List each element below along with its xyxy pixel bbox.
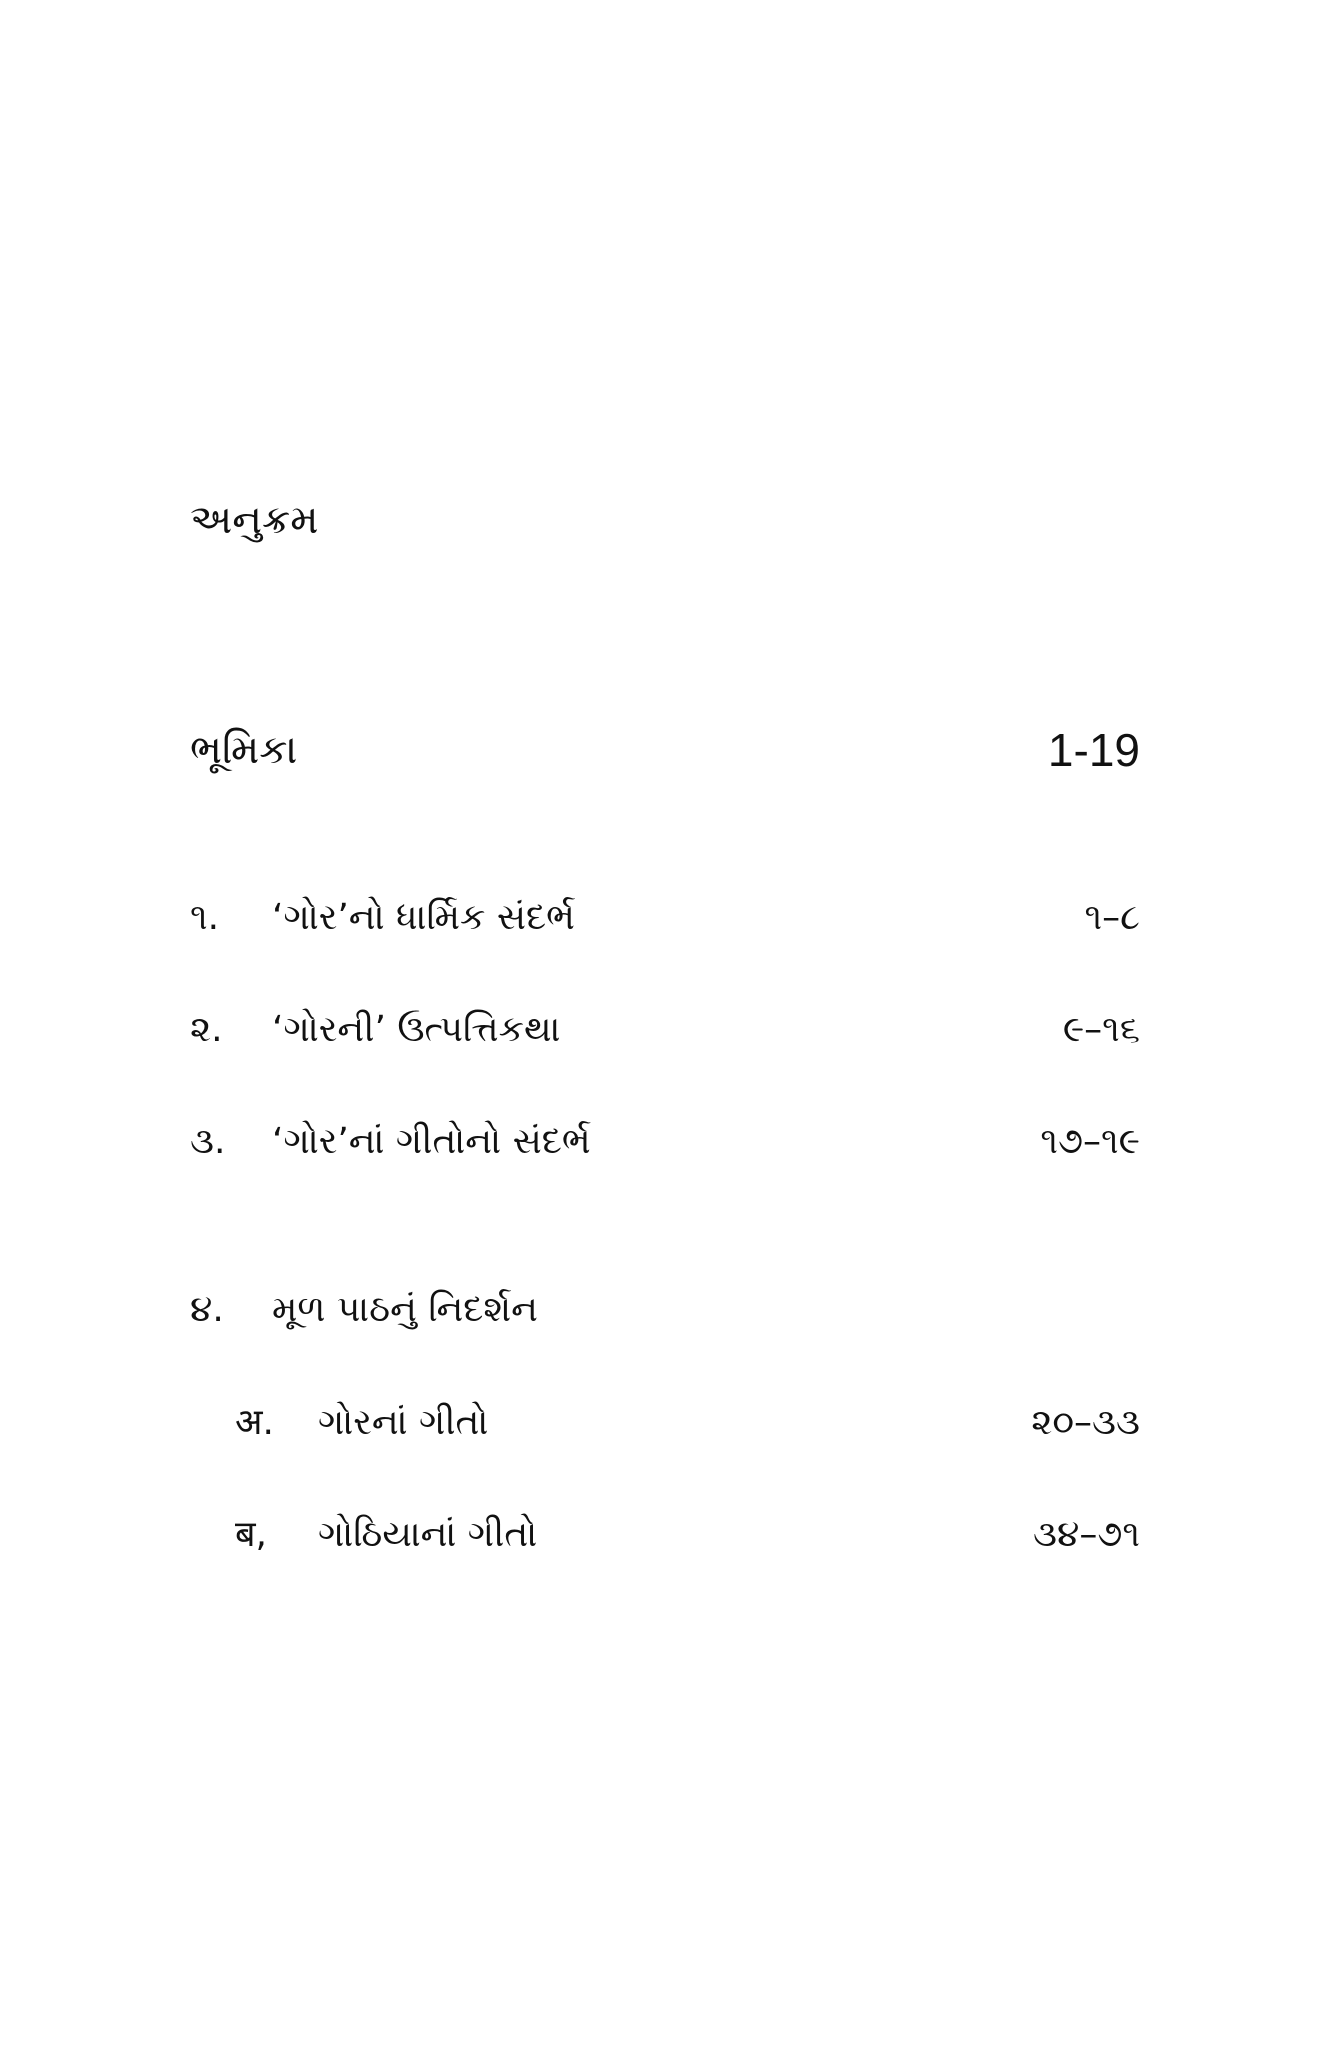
toc-entry-pages: ૧–૮ — [1084, 897, 1140, 938]
toc-subentry-pages: ૩૪–૭૧ — [1033, 1514, 1140, 1555]
toc-subentry-title: ગોઠિયાનાં ગીતો — [318, 1514, 538, 1555]
toc-subentry-a — [235, 1393, 1140, 1453]
toc-entry-title: ‘ગોર’નાં ગીતોનો સંદર્ભ — [272, 1121, 591, 1162]
toc-entry-title: ‘ગોરની’ ઉત્પત્તિકથા — [272, 1009, 561, 1050]
toc-entry-1 — [190, 888, 1140, 948]
toc-subentry-title: ગોરનાં ગીતો — [318, 1402, 489, 1443]
toc-subentry-letter: अ. — [235, 1402, 274, 1443]
toc-entry-number: ૨. — [190, 1009, 223, 1050]
toc-entry-title: મૂળ પાઠનું નિદર્શન — [272, 1289, 538, 1330]
toc-introduction-row — [190, 715, 1140, 785]
toc-introduction-pages: 1-19 — [1047, 724, 1140, 776]
toc-introduction-title: ભૂમિકા — [190, 727, 298, 773]
toc-entry-number: ૩. — [190, 1121, 226, 1162]
toc-entry-title: ‘ગોર’નો ધાર્મિક સંદર્ભ — [272, 897, 575, 938]
toc-entry-number: ૪. — [190, 1289, 224, 1330]
toc-entry-3 — [190, 1112, 1140, 1172]
toc-entry-pages: ૧૭–૧૯ — [1040, 1121, 1140, 1162]
toc-entry-2 — [190, 1000, 1140, 1060]
toc-subentry-b — [235, 1505, 1140, 1565]
toc-entry-number: ૧. — [190, 897, 220, 938]
toc-entry-4 — [190, 1280, 1140, 1340]
toc-entry-pages: ૯–૧૬ — [1062, 1009, 1140, 1050]
page-heading: અનુક્રમ — [190, 497, 319, 543]
toc-subentry-letter: ब, — [235, 1514, 267, 1555]
toc-subentry-pages: ૨૦–૩૩ — [1031, 1402, 1140, 1443]
